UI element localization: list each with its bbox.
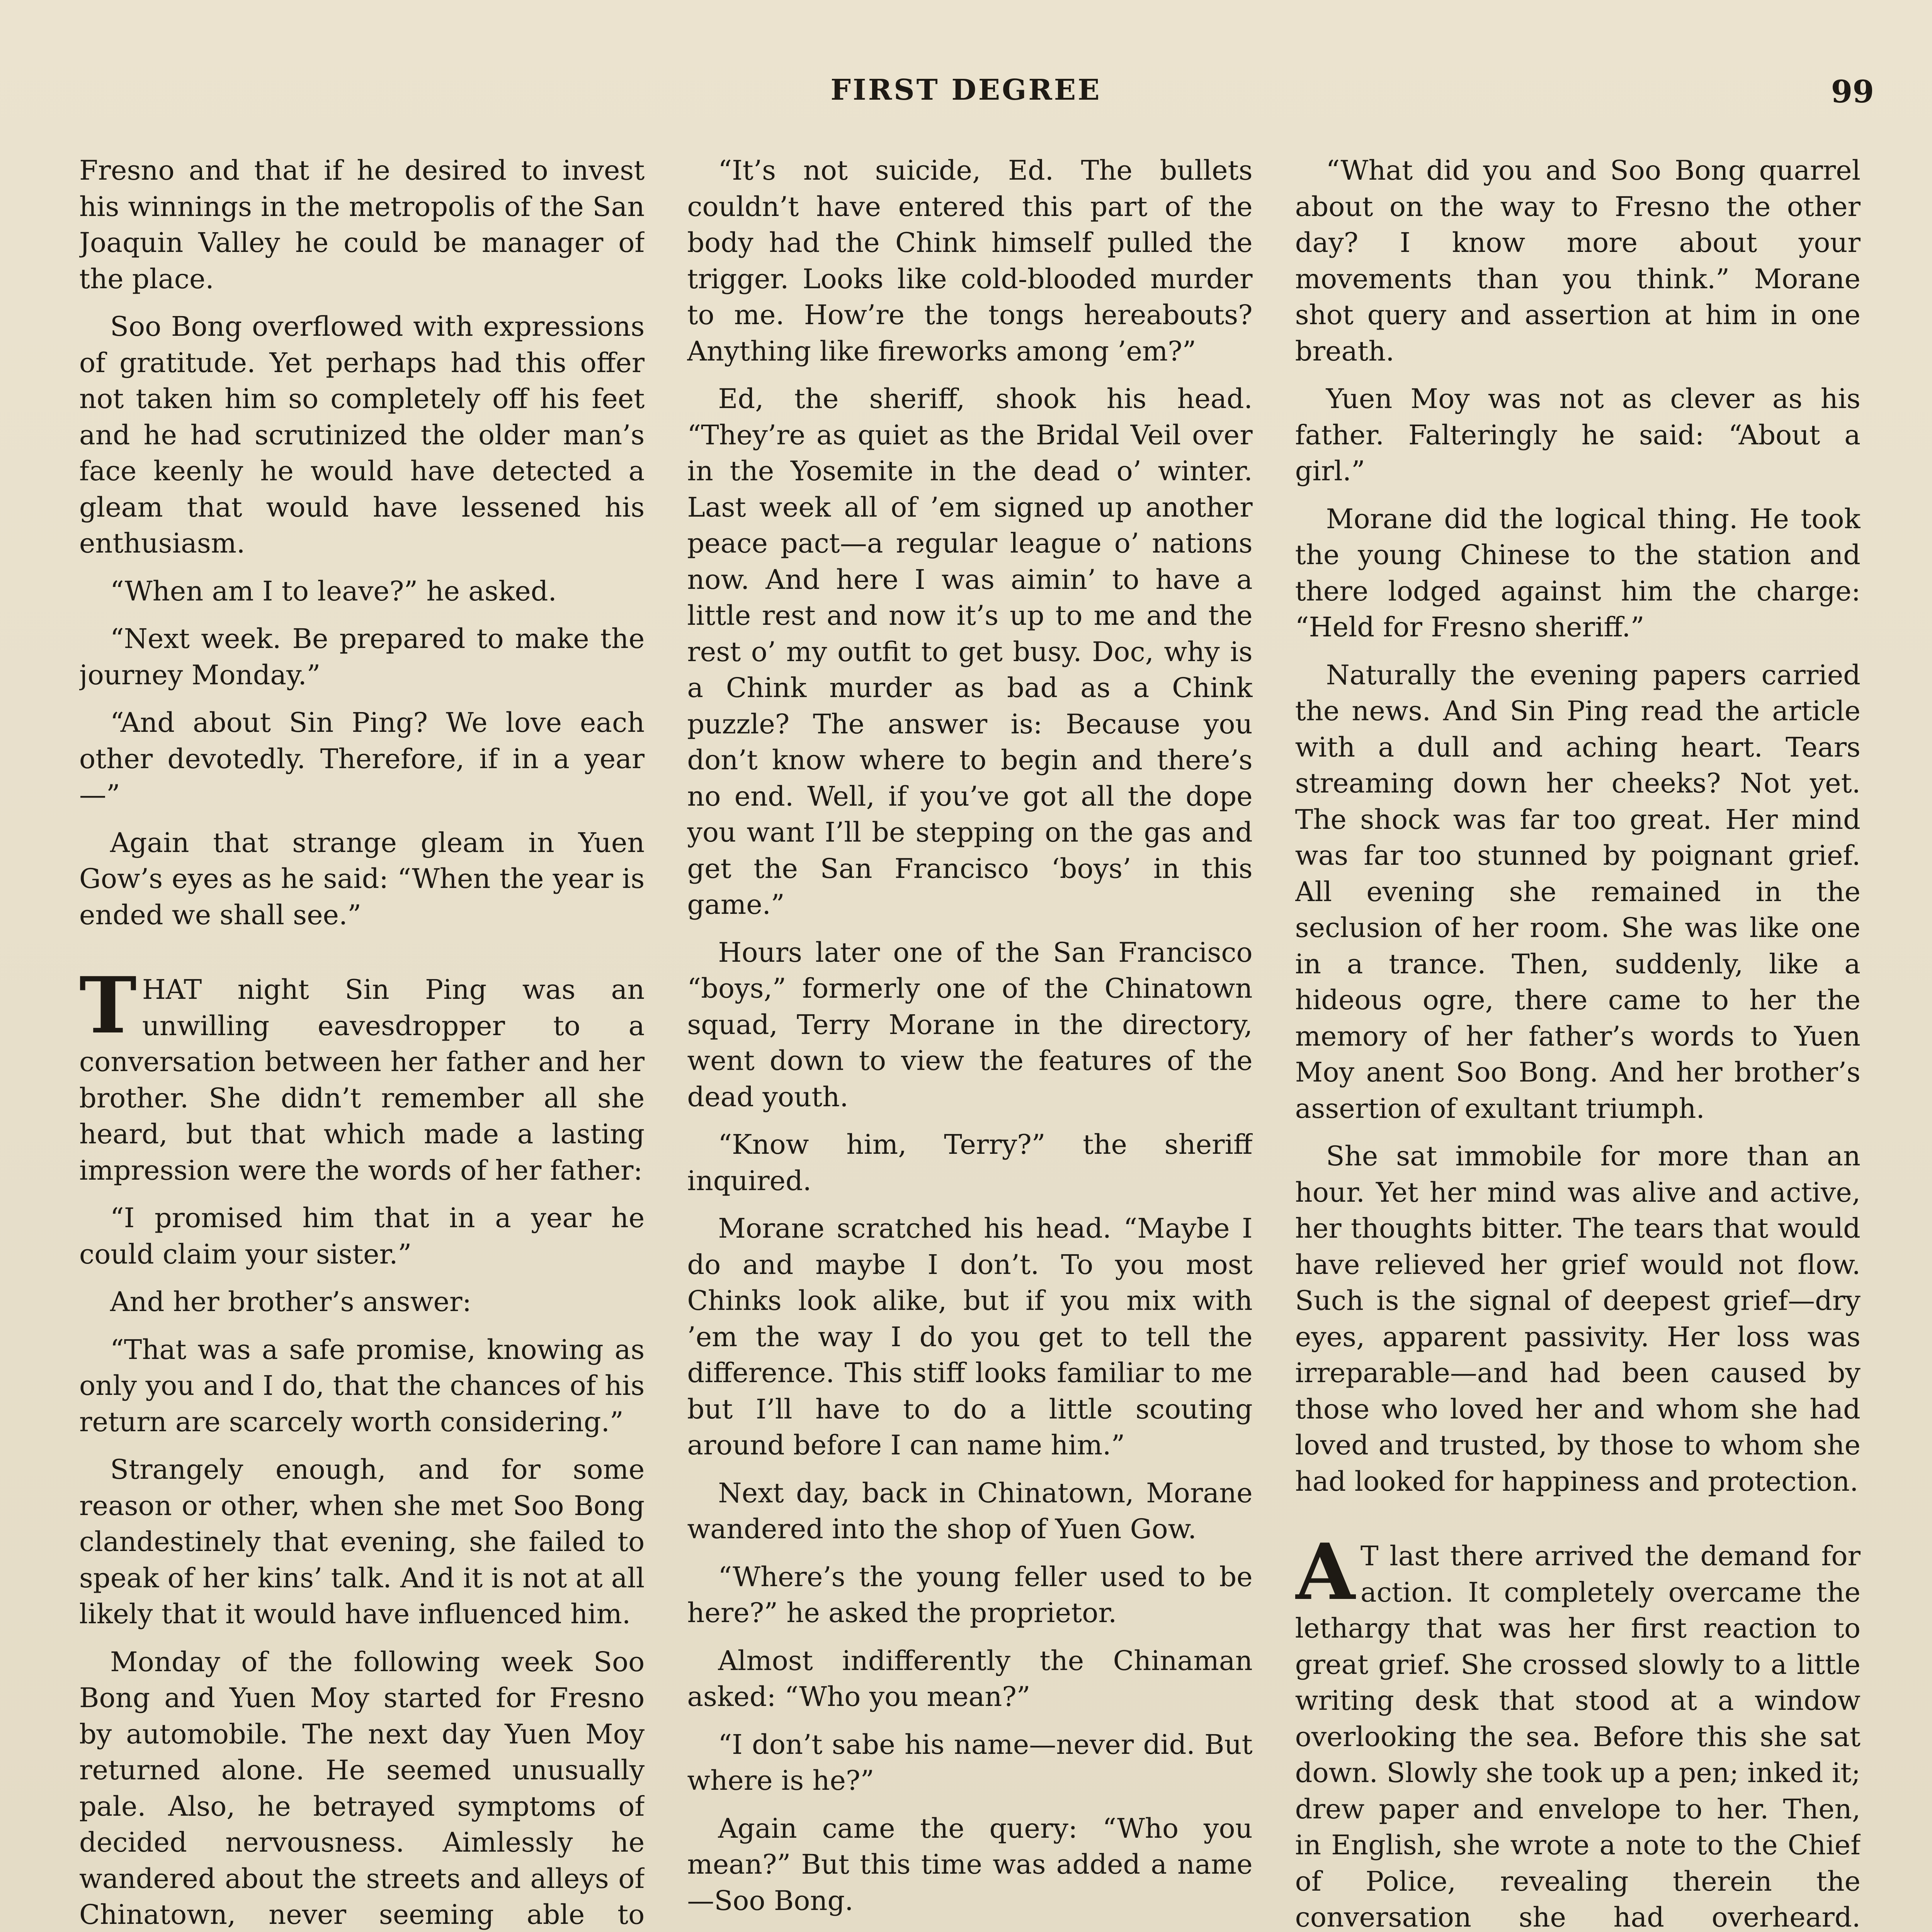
column-2 bbox=[687, 153, 1252, 1932]
paragraph: Soo Bong overflowed with expressions of gratitude. Yet perhaps had this offer not taken him so completely off his feet and he had scrutinized the older man’s face keenly he would have detected a gleam that would have lessened his enthusiasm. bbox=[79, 311, 645, 559]
page-number: 99 bbox=[1831, 73, 1874, 110]
paragraph: “I promised him that in a year he could claim your sister.” bbox=[79, 1202, 645, 1270]
paragraph: Again that strange gleam in Yuen Gow’s eyes as he said: “When the year is ended we shall see.” bbox=[79, 827, 645, 931]
drop-cap: T bbox=[79, 960, 137, 1051]
paragraph: Almost indifferently the Chinaman asked: “Who you mean?” bbox=[687, 1645, 1253, 1713]
paragraph: Fresno and that if he desired to invest his winnings in the metropolis of the San Joaquin Valley he could be manager of the place. bbox=[79, 155, 645, 295]
paragraph: Strangely enough, and for some reason or other, when she met Soo Bong clandestinely that evening, she failed to speak of her kins’ talk. And it is not at all likely that it would have influenced him. bbox=[79, 1454, 645, 1630]
paragraph: Hours later one of the San Francisco “boys,” formerly one of the Chinatown squad, Terry Morane in the directory, went down to view the features of the dead youth. bbox=[687, 936, 1253, 1113]
paragraph: Ed, the sheriff, shook his head. “They’re as quiet as the Bridal Veil over in the Yosemite in the dead o’ winter. Last week all of ’em signed up another peace pact—a regular league o’ nations now. And here I was aimin’ to have a little rest and now it’s up to me and the rest o’ my outfit to get busy. Doc, why is a Chink murder as bad as a Chink puzzle? The answer is: Because you don’t know where to begin and there’s no end. Well, if you’ve got all the dope you want I’ll be stepping on the gas and get the San Francisco ‘boys’ in this game.” bbox=[687, 383, 1253, 920]
paragraph: “Next week. Be prepared to make the journey Monday.” bbox=[79, 623, 645, 691]
paragraph: Yuen Moy was not as clever as his father. Falteringly he said: “About a girl.” bbox=[1295, 383, 1861, 487]
paragraph: Morane did the logical thing. He took the young Chinese to the station and there lodged against him the charge: “Held for Fresno sheriff.” bbox=[1295, 503, 1861, 643]
column-1 bbox=[79, 153, 645, 1932]
paragraph: Again came the query: “Who you mean?” But this time was added a name—Soo Bong. bbox=[687, 1812, 1253, 1917]
drop-cap: A bbox=[1295, 1527, 1355, 1617]
paragraph-text: T last there arrived the demand for action. It completely overcame the lethargy that was her first reaction to great grief. She crossed slowly to a little writing desk that stood at a window overlooking the sea. Before this she sat down. Slowly she took up a pen; inked it; drew paper and envelope to her. Then, in English, she wrote a note to the Chief of Police, revealing therein the conversation she had overheard. bbox=[1295, 1540, 1861, 1932]
paragraph: “When am I to leave?” he asked. bbox=[110, 575, 557, 607]
paragraph bbox=[687, 1930, 1252, 1932]
section-opening-paragraph bbox=[79, 960, 645, 1189]
column-3 bbox=[1295, 153, 1861, 1932]
paragraph: “I don’t sabe his name—never did. But where is he?” bbox=[687, 1728, 1253, 1796]
paragraph: “Where’s the young feller used to be here?” he asked the proprietor. bbox=[687, 1561, 1253, 1629]
paragraph: Naturally the evening papers carried the news. And Sin Ping read the article with a dull and aching heart. Tears streaming down her cheeks? Not yet. The shock was far too great. Her mind was far too stunned by poignant grief. All evening she remained in the seclusion of her room. She was like one in a trance. Then, suddenly, like a hideous ogre, there came to her the memory of her father’s words to Yuen Moy anent Soo Bong. And her brother’s assertion of exultant triumph. bbox=[1295, 659, 1861, 1124]
paragraph: “It’s not suicide, Ed. The bullets couldn’t have entered this part of the body had the Chink himself pulled the trigger. Looks like cold-blooded murder to me. How’re the tongs hereabouts? Anything like fireworks among ’em?” bbox=[687, 155, 1253, 367]
paragraph-text: HAT night Sin Ping was an unwilling eavesdropper to a conversation between her father and her brother. She didn’t remember all she heard, but that which made a lasting impression were the words of her father: bbox=[79, 974, 645, 1186]
paragraph: And her brother’s answer: bbox=[110, 1286, 471, 1318]
paragraph: She sat immobile for more than an hour. Yet her mind was alive and active, her thoughts bitter. The tears that would have relieved her grief would not flow. Such is the signal of deepest grief—dry eyes, apparent passivity. Her loss was irreparable—and had been caused by those who loved her and whom she had loved and trusted, by those to whom she had looked for happiness and protection. bbox=[1295, 1140, 1861, 1497]
paragraph: Next day, back in Chinatown, Morane wandered into the shop of Yuen Gow. bbox=[687, 1477, 1253, 1545]
paragraph: “What did you and Soo Bong quarrel about on the way to Fresno the other day? I know more about your movements than you think.” Morane shot query and assertion at him in one breath. bbox=[1295, 155, 1861, 367]
section-opening-paragraph bbox=[1295, 1527, 1861, 1932]
paragraph: Monday of the following week Soo Bong and Yuen Moy started for Fresno by automobile. The next day Yuen Moy returned alone. He seemed unusually pale. Also, he betrayed symptoms of decided nervousness. Aimlessly he wandered about the streets and alleys of Chinatown, never seeming able to bbox=[79, 1646, 645, 1930]
paragraph: Morane scratched his head. “Maybe I do and maybe I don’t. To you most Chinks look alike, but if you mix with ’em the way I do you get to tell the difference. This stiff looks familiar to me but I’ll have to do a little scouting around before I can name him.” bbox=[687, 1213, 1253, 1461]
paragraph: “And about Sin Ping? We love each other devotedly. Therefore, if in a year—” bbox=[79, 707, 645, 811]
text-columns bbox=[79, 153, 1861, 1932]
paragraph: “Know him, Terry?” the sheriff inquired. bbox=[687, 1129, 1253, 1197]
running-header: FIRST DEGREE bbox=[830, 73, 1102, 107]
paragraph: “That was a safe promise, knowing as only you and I do, that the chances of his return are scarcely worth considering.” bbox=[79, 1333, 645, 1438]
